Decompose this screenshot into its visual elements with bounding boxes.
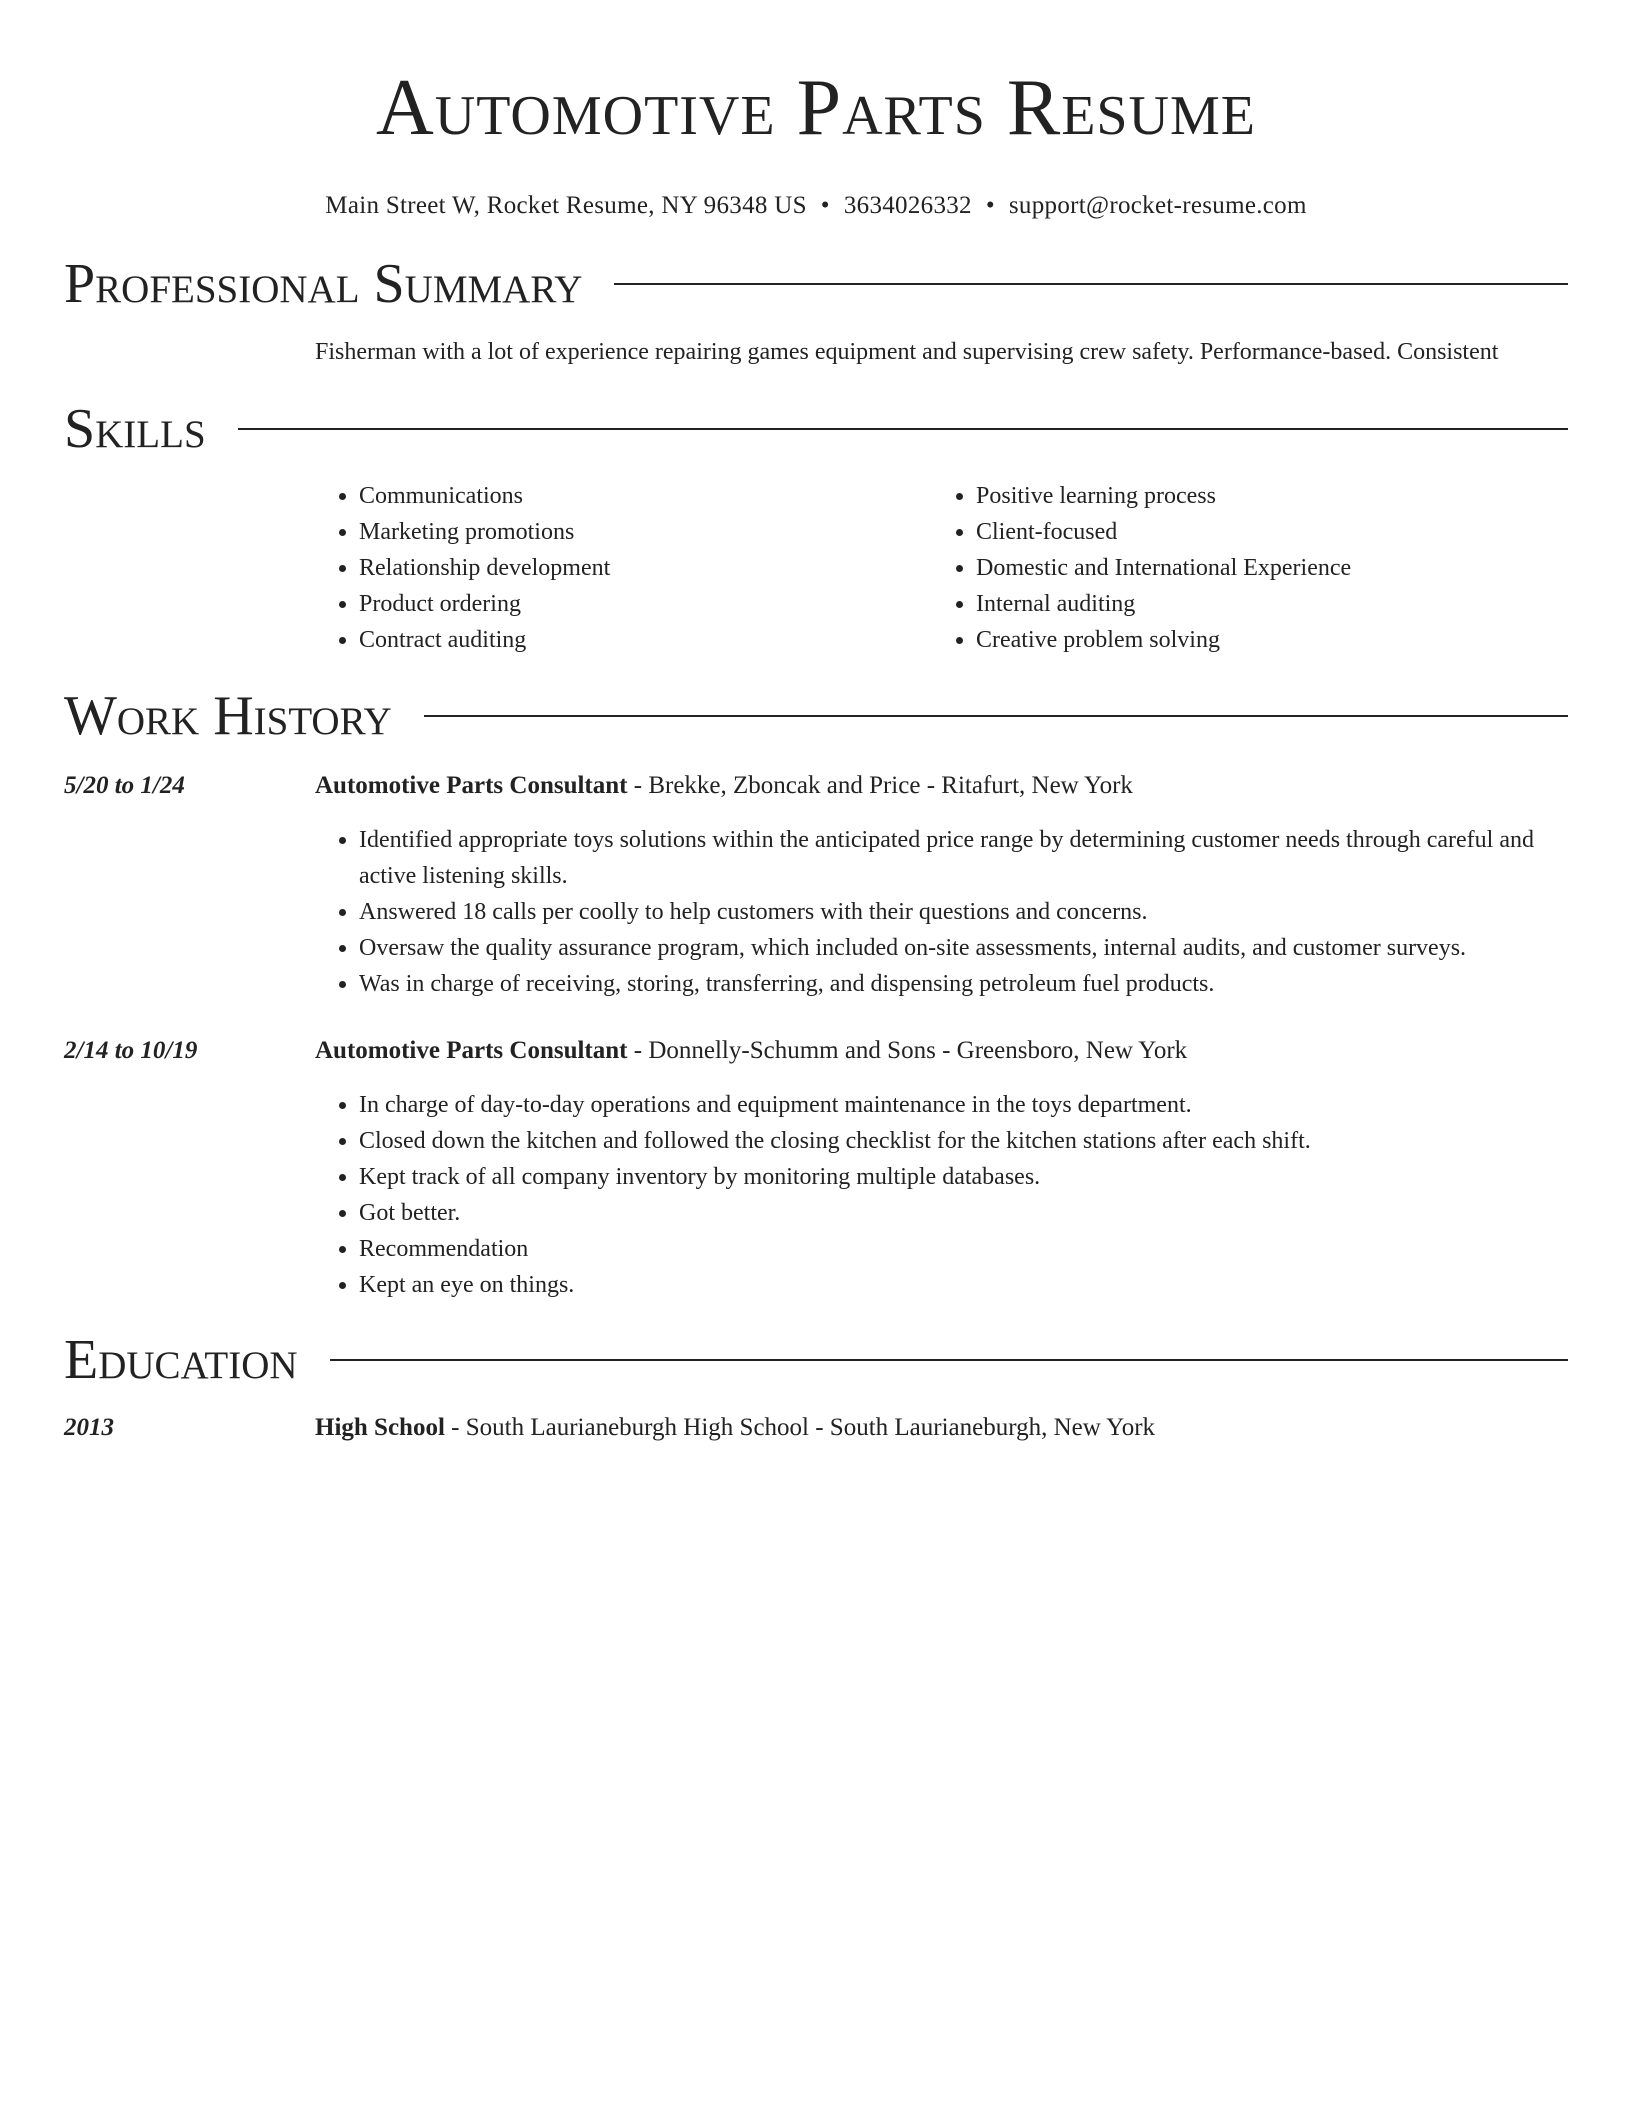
job-heading	[315, 1033, 1568, 1069]
skill-item: • Creative problem solving	[976, 622, 1549, 658]
job-role: Automotive Parts Consultant	[315, 772, 628, 799]
summary-title: Professional Summary	[64, 253, 583, 315]
education-title: Education	[64, 1329, 298, 1391]
resume-page	[64, 0, 1568, 1441]
job-bullet: • In charge of day-to-day operations and equipment maintenance in the toys department.	[359, 1087, 1568, 1123]
job-bullet: • Identified appropriate toys solutions within the anticipated price range by determining customer needs through careful and active listening skills.	[359, 822, 1568, 894]
skill-item: • Marketing promotions	[359, 514, 932, 550]
job-bullet: • Was in charge of receiving, storing, transferring, and dispensing petroleum fuel products.	[359, 966, 1568, 1002]
skill-item: • Positive learning process	[976, 478, 1549, 514]
education-section-header	[64, 1328, 1568, 1392]
skill-item: • Client-focused	[976, 514, 1549, 550]
job-dates: 5/20 to 1/24	[64, 772, 185, 799]
education-year: 2013	[64, 1414, 114, 1441]
job-heading	[315, 768, 1568, 804]
section-divider	[614, 283, 1568, 285]
skill-item: • Contract auditing	[359, 622, 932, 658]
job-role: Automotive Parts Consultant	[315, 1037, 628, 1064]
skills-list-left	[315, 478, 932, 658]
education-entry	[315, 1410, 1568, 1464]
work-title: Work History	[64, 685, 392, 747]
job-bullet: • Got better.	[359, 1195, 1568, 1231]
job-bullet: • Oversaw the quality assurance program, which included on-site assessments, internal audits, and customer surveys.	[359, 930, 1568, 966]
skills-columns	[315, 478, 1568, 658]
section-divider	[330, 1359, 1568, 1361]
skills-column-right	[932, 478, 1549, 658]
contact-phone: 3634026332	[843, 192, 972, 219]
summary-text: Fisherman with a lot of experience repairing games equipment and supervising crew safety. Performance-based. Consistent	[315, 339, 1499, 365]
resume-name: Automotive Parts Resume	[375, 64, 1256, 152]
job-bullets	[315, 822, 1568, 1002]
job-bullet: • Recommendation	[359, 1231, 1568, 1267]
job-bullet: • Answered 18 calls per coolly to help customers with their questions and concerns.	[359, 894, 1568, 930]
skills-section-header	[64, 397, 1568, 461]
skills-content	[315, 478, 1568, 658]
skill-item: • Internal auditing	[976, 586, 1549, 622]
job-bullet: • Closed down the kitchen and followed the closing checklist for the kitchen stations after each shift.	[359, 1123, 1568, 1159]
job-details: - Donnelly-Schumm and Sons - Greensboro, New York	[627, 1037, 1188, 1064]
skill-item: • Relationship development	[359, 550, 932, 586]
contact-email: support@rocket-resume.com	[1008, 192, 1307, 219]
skill-item: • Product ordering	[359, 586, 932, 622]
skill-item: • Communications	[359, 478, 932, 514]
job-bullet: • Kept an eye on things.	[359, 1267, 1568, 1303]
skills-list-right	[932, 478, 1549, 658]
job-bullets	[315, 1087, 1568, 1303]
education-heading	[315, 1410, 1568, 1446]
job-details: - Brekke, Zboncak and Price - Ritafurt, New York	[627, 772, 1133, 799]
job-entry	[315, 1033, 1568, 1303]
section-divider	[238, 428, 1568, 430]
contact-line	[64, 190, 1568, 222]
skill-item: • Domestic and International Experience	[976, 550, 1549, 586]
education-details: - South Laurianeburgh High School - South Laurianeburgh, New York	[444, 1414, 1156, 1441]
education-degree: High School	[315, 1414, 445, 1441]
skills-column-left	[315, 478, 932, 658]
work-section-header	[64, 684, 1568, 748]
job-dates: 2/14 to 10/19	[64, 1037, 198, 1064]
job-entry	[315, 768, 1568, 1002]
summary-section-header	[64, 252, 1568, 316]
contact-separator: •	[985, 192, 995, 219]
section-divider	[424, 715, 1568, 717]
skills-title: Skills	[64, 398, 206, 460]
contact-separator: •	[820, 192, 830, 219]
job-bullet: • Kept track of all company inventory by monitoring multiple databases.	[359, 1159, 1568, 1195]
contact-address: Main Street W, Rocket Resume, NY 96348 US	[325, 192, 807, 219]
summary-content	[315, 334, 1568, 370]
